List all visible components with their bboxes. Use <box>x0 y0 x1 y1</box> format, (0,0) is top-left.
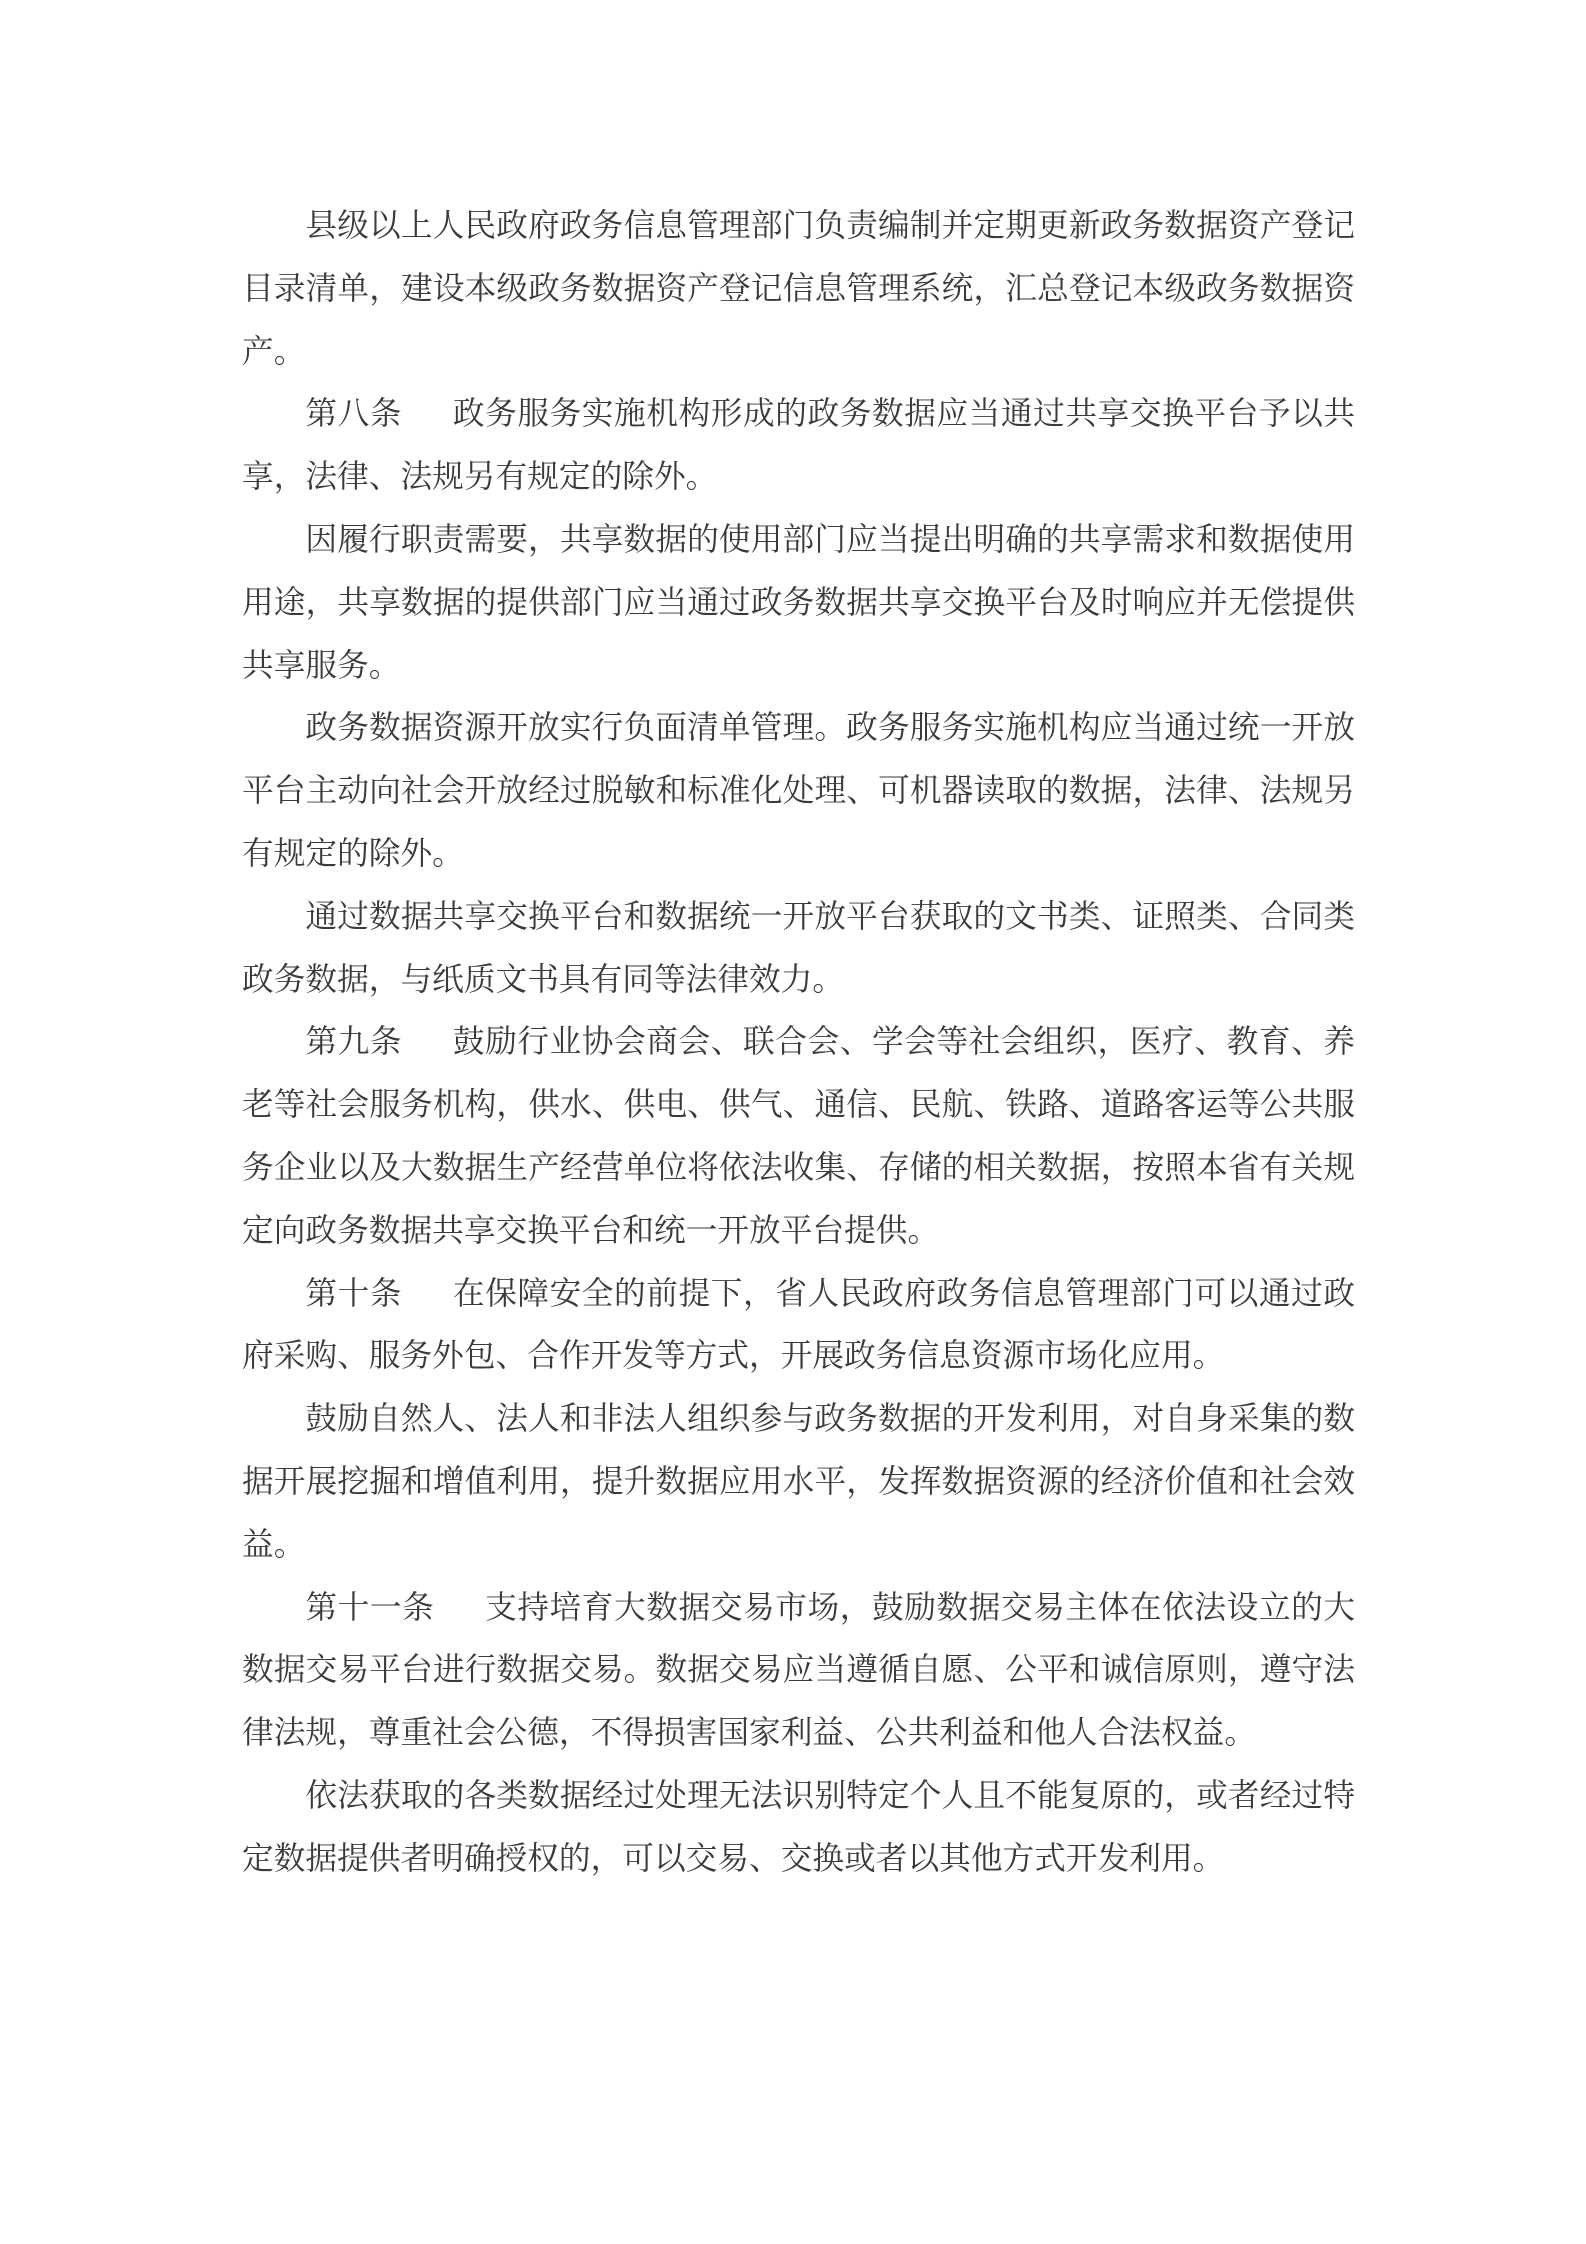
paragraph <box>242 509 1355 697</box>
paragraph-text: 依法获取的各类数据经过处理无法识别特定个人且不能复原的，或者经过特定数据提供者明确授权的，可以交易、交换或者以其他方式开发利用。 <box>242 1777 1355 1877</box>
paragraph <box>242 886 1355 1012</box>
paragraph <box>242 1388 1355 1576</box>
paragraph-text: 通过数据共享交换平台和数据统一开放平台获取的文书类、证照类、合同类政务数据，与纸质文书具有同等法律效力。 <box>242 898 1355 998</box>
paragraph-article-11 <box>242 1577 1355 1765</box>
paragraph-article-9 <box>242 1011 1355 1262</box>
article-number: 第十条 <box>305 1275 403 1312</box>
paragraph-text: 鼓励自然人、法人和非法人组织参与政务数据的开发利用，对自身采集的数据开展挖掘和增值利用，提升数据应用水平，发挥数据资源的经济价值和社会效益。 <box>242 1401 1355 1563</box>
paragraph-text: 政务服务实施机构形成的政务数据应当通过共享交换平台予以共享，法律、法规另有规定的除外。 <box>242 396 1356 496</box>
paragraph <box>242 1765 1355 1891</box>
paragraph-article-10 <box>242 1263 1355 1389</box>
paragraph-text: 在保障安全的前提下，省人民政府政务信息管理部门可以通过政府采购、服务外包、合作开发等方式，开展政务信息资源市场化应用。 <box>242 1275 1356 1375</box>
paragraph-text: 支持培育大数据交易市场，鼓励数据交易主体在依法设立的大数据交易平台进行数据交易。数据交易应当遵循自愿、公平和诚信原则，遵守法律法规，尊重社会公德，不得损害国家利益、公共利益和他人合法权益。 <box>242 1589 1356 1752</box>
article-number: 第十一条 <box>305 1589 435 1626</box>
document-body <box>242 195 1355 1891</box>
paragraph-text: 鼓励行业协会商会、联合会、学会等社会组织，医疗、教育、养老等社会服务机构，供水、供电、供气、通信、民航、铁路、道路客运等公共服务企业以及大数据生产经营单位将依法收集、存储的相关数据，按照本省有关规定向政务数据共享交换平台和统一开放平台提供。 <box>242 1024 1356 1249</box>
paragraph <box>242 697 1355 885</box>
paragraph-text: 政务数据资源开放实行负面清单管理。政务服务实施机构应当通过统一开放平台主动向社会开放经过脱敏和标准化处理、可机器读取的数据，法律、法规另有规定的除外。 <box>242 710 1355 872</box>
paragraph <box>242 195 1355 383</box>
article-number: 第八条 <box>305 396 403 433</box>
paragraph-text: 县级以上人民政府政务信息管理部门负责编制并定期更新政务数据资产登记目录清单，建设本级政务数据资产登记信息管理系统，汇总登记本级政务数据资产。 <box>242 208 1355 370</box>
paragraph-text: 因履行职责需要，共享数据的使用部门应当提出明确的共享需求和数据使用用途，共享数据的提供部门应当通过政务数据共享交换平台及时响应并无偿提供共享服务。 <box>242 521 1355 684</box>
article-number: 第九条 <box>305 1024 403 1061</box>
paragraph-article-8 <box>242 383 1355 509</box>
